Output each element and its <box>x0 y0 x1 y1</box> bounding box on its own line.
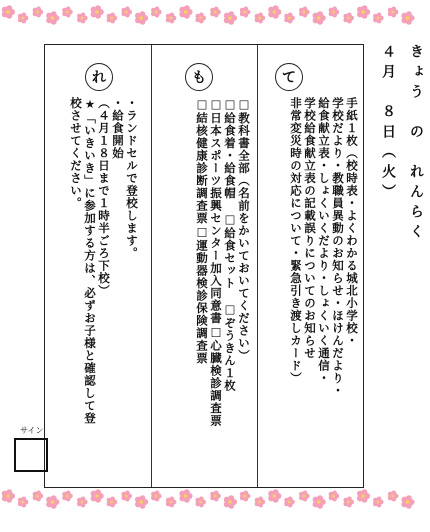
flower-icon <box>46 495 59 509</box>
flower-icon <box>195 13 206 24</box>
flower-icon <box>373 13 384 24</box>
flower-icon <box>121 7 132 18</box>
flower-icon <box>224 495 237 509</box>
flower-icon <box>284 497 295 508</box>
flower-icon <box>255 13 266 24</box>
flower-icon <box>343 497 354 508</box>
flower-icon <box>2 5 15 19</box>
flower-icon <box>224 11 237 25</box>
flower-icon <box>2 489 15 503</box>
flower-icon <box>107 497 118 508</box>
flower-icon <box>179 489 192 503</box>
column-head-re: れ <box>85 63 113 91</box>
flower-icon <box>18 497 29 508</box>
flower-icon <box>62 7 73 18</box>
flower-icon <box>18 13 29 24</box>
flower-icon <box>91 5 104 19</box>
flower-icon <box>135 11 148 25</box>
flower-icon <box>33 7 44 18</box>
flower-icon <box>166 497 177 508</box>
flower-icon <box>121 491 132 502</box>
flower-icon <box>179 5 192 19</box>
flower-icon <box>151 491 162 502</box>
flower-icon <box>388 491 399 502</box>
flower-icon <box>62 491 73 502</box>
flower-icon <box>166 13 177 24</box>
flower-icon <box>151 7 162 18</box>
flower-icon <box>388 7 399 18</box>
flower-icon <box>313 11 326 25</box>
sign-box[interactable] <box>14 438 48 472</box>
column-divider <box>257 45 258 487</box>
column-divider <box>151 45 152 487</box>
sign-label: サイン <box>20 426 44 435</box>
flower-border-top <box>0 0 420 30</box>
flower-icon <box>373 497 384 508</box>
flower-icon <box>46 11 59 25</box>
column-head-te: て <box>275 63 303 91</box>
flower-icon <box>77 13 88 24</box>
flower-icon <box>107 13 118 24</box>
flower-icon <box>135 495 148 509</box>
flower-icon <box>255 497 266 508</box>
column-body-re: ・ランドセルで登校します。 ・給食開始 （４月１８日まで１時半ごろ下校） ★「いきいき」に参加する方は、必ずお子様と確認して登 校させてください。 <box>69 97 139 425</box>
flower-icon <box>210 7 221 18</box>
flower-icon <box>329 7 340 18</box>
flower-icon <box>401 495 414 509</box>
flower-border-bottom <box>0 484 420 514</box>
flower-icon <box>195 497 206 508</box>
flower-icon <box>284 13 295 24</box>
flower-icon <box>313 495 326 509</box>
page-title: きょう の れんらく ４月 ８日（火） <box>380 44 424 244</box>
flower-icon <box>268 489 281 503</box>
column-head-mo: も <box>185 63 213 91</box>
flower-icon <box>299 491 310 502</box>
flower-icon <box>401 11 414 25</box>
flower-icon <box>240 491 251 502</box>
column-body-te: 手紙１枚（校時表・よくわかる城北小学校・ 学校だより・教職員異動のお知らせ・ほけんだより・ 給食献立表・しょくいくだより・しょくいく通信・ 学校給食献立表の記載誤りについてのお知らせ 非常変災時の対応について・緊急引き渡しカード） <box>289 97 359 397</box>
flower-icon <box>357 5 370 19</box>
flower-icon <box>210 491 221 502</box>
flower-icon <box>91 489 104 503</box>
notice-board <box>44 44 364 488</box>
flower-icon <box>343 13 354 24</box>
flower-icon <box>299 7 310 18</box>
flower-icon <box>240 7 251 18</box>
flower-icon <box>268 5 281 19</box>
flower-icon <box>33 491 44 502</box>
flower-icon <box>329 491 340 502</box>
column-body-mo: □教科書全部（名前をかいておいてください） □給食着・給食帽 □給食セット □ぞうきん１枚 □日本スポーツ振興センター加入同意書□心臓検診調査票 □結核健康診断調査票□運動器検診保険調査票 <box>195 97 251 427</box>
flower-icon <box>77 497 88 508</box>
flower-icon <box>357 489 370 503</box>
